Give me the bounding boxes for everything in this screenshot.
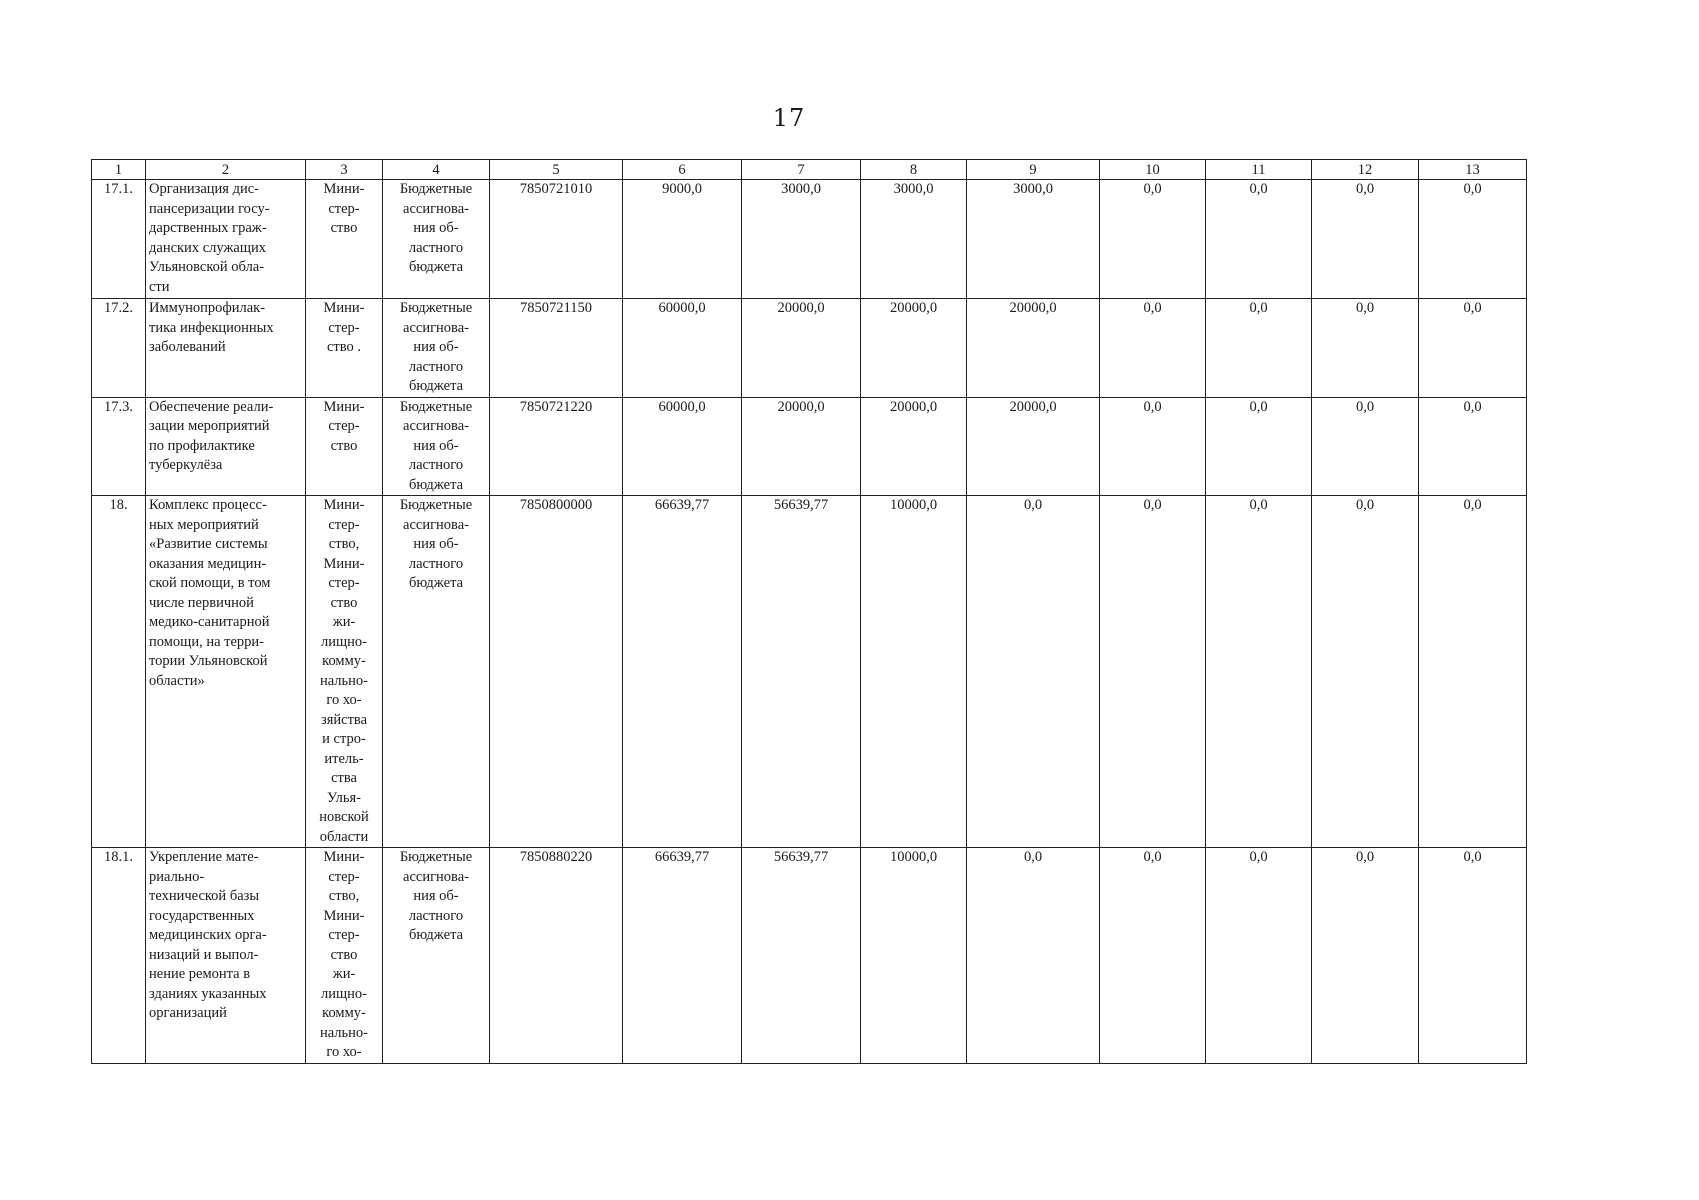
amount-cell: 56639,77	[742, 496, 861, 848]
amount-cell: 66639,77	[623, 496, 742, 848]
budget-table	[91, 159, 1527, 1064]
executor: Мини- стер- ство, Мини- стер- ство жи- лищно- комму- нально- го хо- зяйства и стро- итель- ства Улья- новской области	[306, 496, 383, 848]
table-row	[92, 848, 1527, 1064]
funding-source: Бюджетные ассигнова- ния об- ластного бюджета	[383, 848, 490, 1064]
measure-name: Укрепление мате- риально- технической базы государственных медицинских орга- низаций и выпол- нение ремонта в зданиях указанных организаций	[146, 848, 306, 1064]
amount-cell: 10000,0	[861, 848, 967, 1064]
amount-cell: 0,0	[1206, 180, 1312, 299]
measure-name: Организация дис- пансеризации госу- дарственных граж- данских служащих Ульяновской обла- сти	[146, 180, 306, 299]
amount-cell: 60000,0	[623, 397, 742, 496]
amount-cell: 0,0	[1206, 397, 1312, 496]
amount-cell: 0,0	[1419, 496, 1527, 848]
column-header: 9	[967, 160, 1100, 180]
header-row	[92, 160, 1527, 180]
budget-code: 7850721220	[490, 397, 623, 496]
budget-code: 7850721150	[490, 299, 623, 398]
amount-cell: 0,0	[1100, 848, 1206, 1064]
amount-cell: 0,0	[967, 848, 1100, 1064]
column-header: 1	[92, 160, 146, 180]
amount-cell: 56639,77	[742, 848, 861, 1064]
amount-cell: 0,0	[1419, 397, 1527, 496]
executor: Мини- стер- ство	[306, 180, 383, 299]
amount-cell: 20000,0	[861, 397, 967, 496]
amount-cell: 20000,0	[861, 299, 967, 398]
column-header: 5	[490, 160, 623, 180]
column-header: 4	[383, 160, 490, 180]
amount-cell: 0,0	[1206, 299, 1312, 398]
amount-cell: 0,0	[1100, 299, 1206, 398]
table-row	[92, 180, 1527, 299]
column-header: 3	[306, 160, 383, 180]
amount-cell: 0,0	[1312, 496, 1419, 848]
amount-cell: 20000,0	[742, 299, 861, 398]
row-number: 18.	[92, 496, 146, 848]
row-number: 17.2.	[92, 299, 146, 398]
row-number: 18.1.	[92, 848, 146, 1064]
column-header: 6	[623, 160, 742, 180]
amount-cell: 0,0	[1100, 397, 1206, 496]
funding-source: Бюджетные ассигнова- ния об- ластного бюджета	[383, 299, 490, 398]
amount-cell: 0,0	[1419, 180, 1527, 299]
measure-name: Обеспечение реали- зации мероприятий по профилактике туберкулёза	[146, 397, 306, 496]
table-row	[92, 397, 1527, 496]
column-header: 13	[1419, 160, 1527, 180]
amount-cell: 0,0	[1206, 496, 1312, 848]
funding-source: Бюджетные ассигнова- ния об- ластного бюджета	[383, 180, 490, 299]
page-number: 17	[772, 104, 806, 132]
amount-cell: 3000,0	[861, 180, 967, 299]
column-header: 2	[146, 160, 306, 180]
executor: Мини- стер- ство	[306, 397, 383, 496]
amount-cell: 0,0	[1419, 848, 1527, 1064]
budget-code: 7850800000	[490, 496, 623, 848]
executor: Мини- стер- ство, Мини- стер- ство жи- лищно- комму- нально- го хо-	[306, 848, 383, 1064]
budget-code: 7850721010	[490, 180, 623, 299]
table-row	[92, 496, 1527, 848]
amount-cell: 9000,0	[623, 180, 742, 299]
column-header: 11	[1206, 160, 1312, 180]
column-header: 10	[1100, 160, 1206, 180]
amount-cell: 0,0	[1419, 299, 1527, 398]
amount-cell: 20000,0	[967, 397, 1100, 496]
table-row	[92, 299, 1527, 398]
amount-cell: 66639,77	[623, 848, 742, 1064]
measure-name: Иммунопрофилак- тика инфекционных заболеваний	[146, 299, 306, 398]
row-number: 17.1.	[92, 180, 146, 299]
amount-cell: 60000,0	[623, 299, 742, 398]
executor: Мини- стер- ство .	[306, 299, 383, 398]
budget-code: 7850880220	[490, 848, 623, 1064]
amount-cell: 0,0	[1312, 180, 1419, 299]
column-header: 12	[1312, 160, 1419, 180]
row-number: 17.3.	[92, 397, 146, 496]
amount-cell: 3000,0	[967, 180, 1100, 299]
amount-cell: 0,0	[1312, 397, 1419, 496]
amount-cell: 10000,0	[861, 496, 967, 848]
measure-name: Комплекс процесс- ных мероприятий «Развитие системы оказания медицин- ской помощи, в том числе первичной медико-санитарной помощи, на терри- тории Ульяновской области»	[146, 496, 306, 848]
amount-cell: 20000,0	[967, 299, 1100, 398]
amount-cell: 0,0	[1206, 848, 1312, 1064]
column-header: 7	[742, 160, 861, 180]
amount-cell: 0,0	[1312, 848, 1419, 1064]
amount-cell: 3000,0	[742, 180, 861, 299]
amount-cell: 0,0	[1100, 180, 1206, 299]
column-header: 8	[861, 160, 967, 180]
amount-cell: 0,0	[967, 496, 1100, 848]
funding-source: Бюджетные ассигнова- ния об- ластного бюджета	[383, 397, 490, 496]
funding-source: Бюджетные ассигнова- ния об- ластного бюджета	[383, 496, 490, 848]
amount-cell: 20000,0	[742, 397, 861, 496]
amount-cell: 0,0	[1100, 496, 1206, 848]
amount-cell: 0,0	[1312, 299, 1419, 398]
